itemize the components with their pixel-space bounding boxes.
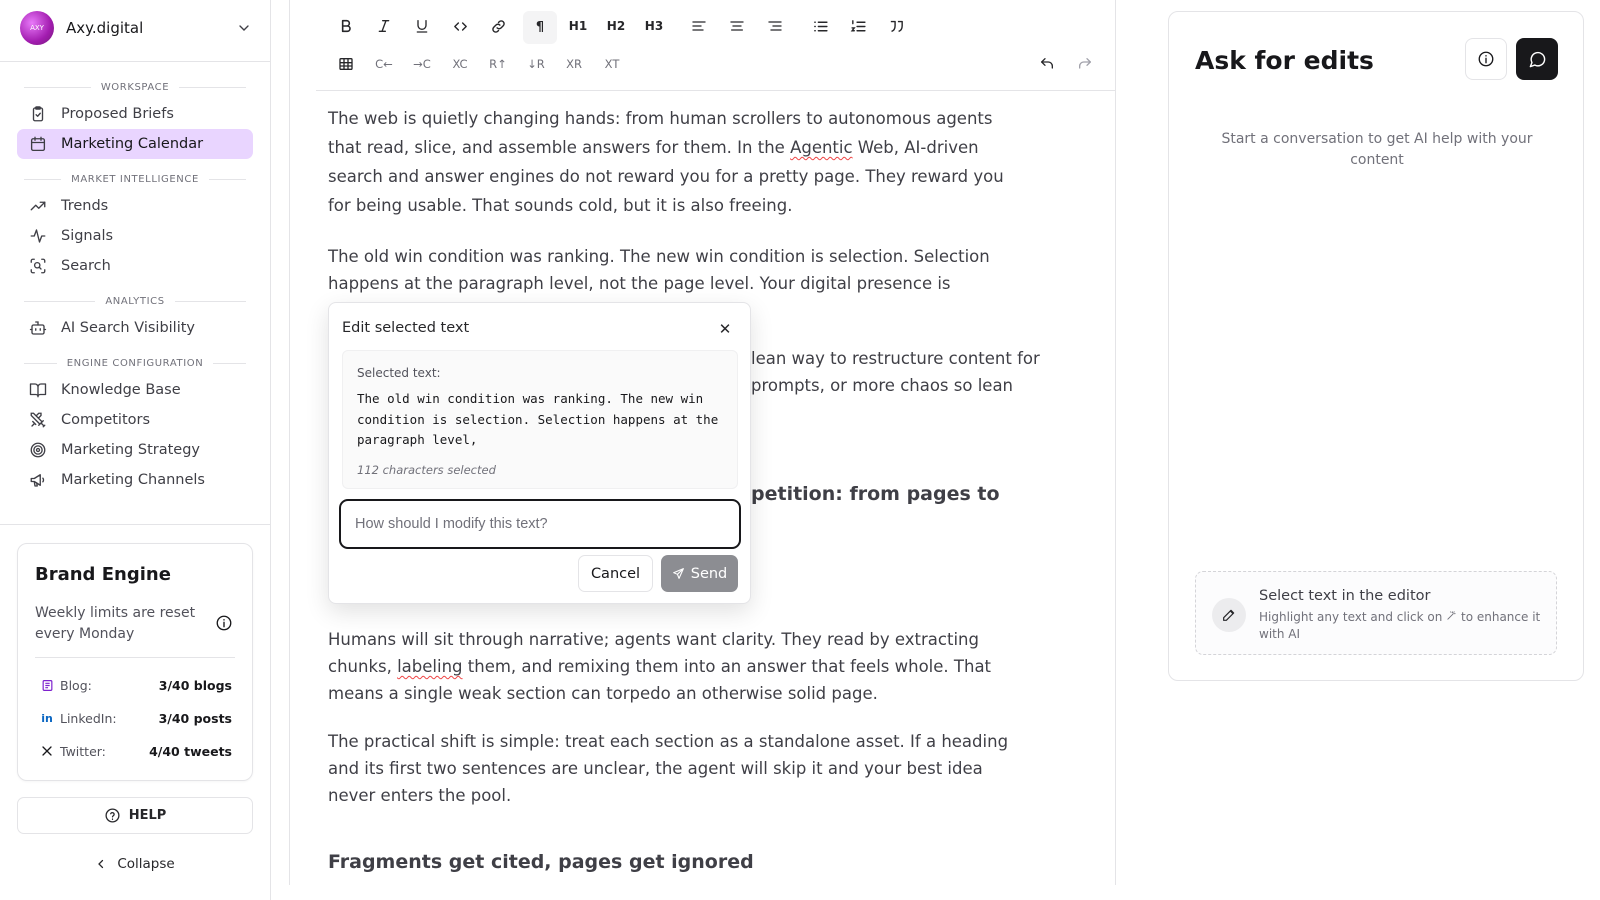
linkedin-icon: in — [41, 711, 53, 725]
link-button[interactable] — [483, 11, 513, 41]
brand-divider — [35, 657, 235, 658]
chevron-down-icon — [236, 20, 252, 36]
editor-paragraph[interactable]: The old win condition was ranking. The new win condition is selection. Selection happens at the paragraph level, not the page level. Your digital presence is — [328, 247, 990, 293]
add-column-after-button[interactable] — [407, 49, 437, 79]
align-center-button[interactable] — [722, 11, 752, 41]
add-row-after-button[interactable] — [521, 49, 551, 79]
panel-title: Ask for edits — [1195, 46, 1374, 75]
section-header-engine-configuration: ENGINE CONFIGURATION — [24, 356, 246, 370]
usage-value: 4/40 tweets — [149, 743, 232, 759]
link-icon — [490, 18, 507, 35]
sidebar-item-marketing-calendar[interactable] — [17, 129, 253, 159]
delete-table-button[interactable] — [597, 49, 627, 79]
sidebar-item-search[interactable] — [17, 251, 253, 281]
x-twitter-icon — [40, 744, 54, 758]
align-left-icon — [691, 18, 707, 34]
send-button[interactable] — [661, 555, 738, 592]
bold-icon — [338, 18, 354, 34]
add-column-before-icon: C← — [375, 57, 393, 71]
sidebar-item-label: Marketing Calendar — [61, 136, 204, 152]
chat-button[interactable] — [1516, 38, 1558, 80]
select-text-hint — [1195, 571, 1557, 655]
chevron-left-icon — [95, 858, 107, 870]
brand-engine-description: Weekly limits are reset every Monday — [35, 605, 196, 642]
sidebar-item-signals[interactable] — [17, 221, 253, 251]
editor-heading-partial[interactable]: petition: from pages to — [751, 483, 1000, 505]
usage-label: LinkedIn: — [60, 710, 117, 726]
modify-prompt-input[interactable] — [339, 499, 741, 549]
table-button[interactable] — [331, 49, 361, 79]
send-label: Send — [690, 565, 728, 582]
add-column-before-button[interactable] — [369, 49, 399, 79]
pilcrow-icon: ¶ — [535, 20, 545, 35]
trending-up-icon — [29, 197, 47, 215]
info-icon[interactable] — [215, 614, 233, 632]
add-row-before-icon: R↑ — [489, 57, 507, 71]
usage-row-blog — [40, 677, 232, 693]
add-row-before-button[interactable] — [483, 49, 513, 79]
bullet-list-icon — [812, 18, 829, 35]
code-icon — [452, 18, 469, 35]
collapse-button[interactable] — [17, 852, 253, 876]
selected-text-label: Selected text: — [357, 366, 441, 380]
sidebar-item-knowledge-base[interactable] — [17, 375, 253, 405]
sidebar-item-label: Marketing Strategy — [61, 442, 201, 458]
sidebar-item-label: Trends — [61, 198, 109, 214]
usage-row-linkedin — [40, 710, 232, 726]
usage-value: 3/40 blogs — [158, 677, 232, 693]
section-header-analytics: ANALYTICS — [24, 294, 246, 308]
activity-icon — [29, 227, 47, 245]
table-icon — [338, 56, 354, 72]
add-column-after-icon: →C — [413, 57, 431, 71]
close-icon[interactable]: ✕ — [718, 320, 732, 338]
bullet-list-button[interactable] — [805, 11, 835, 41]
sidebar-item-proposed-briefs[interactable] — [17, 99, 253, 129]
add-row-after-icon: ↓R — [527, 57, 545, 71]
undo-icon — [1039, 56, 1055, 72]
align-center-icon — [729, 18, 745, 34]
selected-text-box — [342, 350, 738, 489]
editor-paragraph-partial[interactable]: lean way to restructure content for prompts, or more chaos so lean — [751, 349, 1040, 395]
ordered-list-button[interactable] — [843, 11, 873, 41]
delete-column-icon: XC — [452, 57, 468, 71]
hint-description: Highlight any text and click on to enhance it with AI — [1259, 610, 1541, 641]
target-icon — [29, 441, 47, 459]
delete-row-icon: XR — [566, 57, 582, 71]
empty-state-text: Start a conversation to get AI help with your content — [1221, 131, 1533, 168]
sidebar-divider — [0, 524, 271, 525]
help-label: HELP — [128, 808, 167, 823]
help-circle-icon — [104, 807, 121, 824]
org-switcher[interactable] — [20, 10, 252, 46]
info-icon — [1477, 50, 1495, 68]
usage-row-twitter — [40, 743, 232, 759]
align-left-button[interactable] — [684, 11, 714, 41]
swords-icon — [29, 411, 47, 429]
sidebar-item-label: AI Search Visibility — [61, 320, 195, 336]
quote-button[interactable] — [881, 11, 911, 41]
sidebar-item-marketing-channels[interactable] — [17, 465, 253, 495]
ordered-list-icon — [850, 18, 867, 35]
sidebar-item-marketing-strategy[interactable] — [17, 435, 253, 465]
sidebar-item-ai-search-visibility[interactable] — [17, 313, 253, 343]
sidebar-item-label: Signals — [61, 228, 114, 244]
underline-button[interactable] — [407, 11, 437, 41]
pencil-icon — [1212, 598, 1246, 632]
org-name: Axy.digital — [66, 19, 144, 37]
usage-label: Twitter: — [60, 743, 106, 759]
selected-text-content: The old win condition was ranking. The new win condition is selection. Selection happens at the paragraph level, — [357, 391, 719, 447]
heading1-button[interactable] — [563, 11, 593, 41]
redo-icon — [1077, 56, 1093, 72]
brand-engine-title: Brand Engine — [35, 564, 171, 585]
italic-button[interactable] — [369, 11, 399, 41]
collapse-label: Collapse — [117, 856, 175, 872]
align-right-icon — [767, 18, 783, 34]
selected-char-count: 112 characters selected — [357, 463, 496, 477]
clipboard-icon — [29, 105, 47, 123]
editor-paragraph[interactable]: The web is quietly changing hands: from human scrollers to autonomous agents that read, slice, and assemble answers for them. In the Agentic Web, AI-driven search and answer engines do not reward you for a pretty page. They reward you for being usable. That sounds cold, but it is also freeing. — [328, 109, 1004, 215]
blog-icon — [40, 678, 54, 692]
sidebar-item-label: Competitors — [61, 412, 151, 428]
redo-button[interactable] — [1070, 49, 1100, 79]
heading3-button[interactable] — [639, 11, 669, 41]
sidebar-item-label: Search — [61, 258, 111, 274]
heading2-button[interactable] — [601, 11, 631, 41]
sidebar-divider — [0, 61, 271, 62]
editor-heading[interactable]: Fragments get cited, pages get ignored — [328, 851, 754, 873]
magic-wand-icon — [1446, 610, 1457, 621]
quote-icon — [888, 18, 905, 35]
editor-paragraph[interactable]: The practical shift is simple: treat each section as a standalone asset. If a heading and its first two sentences are unclear, the agent will skip it and your best idea never enters the pool. — [328, 732, 1009, 805]
heading1-icon: H1 — [568, 19, 588, 33]
sidebar-item-label: Knowledge Base — [61, 382, 181, 398]
info-button[interactable] — [1465, 38, 1507, 80]
paragraph-button[interactable] — [523, 11, 557, 44]
section-header-market-intelligence: MARKET INTELLIGENCE — [24, 172, 246, 186]
align-right-button[interactable] — [760, 11, 790, 41]
scan-search-icon — [29, 257, 47, 275]
sidebar — [0, 0, 271, 900]
delete-row-button[interactable] — [559, 49, 589, 79]
hint-title: Select text in the editor — [1259, 588, 1431, 604]
delete-table-icon: XT — [604, 57, 620, 71]
megaphone-icon — [29, 471, 47, 489]
underline-icon — [414, 18, 430, 34]
undo-button[interactable] — [1032, 49, 1062, 79]
popup-title: Edit selected text — [342, 320, 470, 336]
sidebar-item-competitors[interactable] — [17, 405, 253, 435]
send-icon — [672, 567, 685, 580]
bot-icon — [29, 319, 47, 337]
usage-value: 3/40 posts — [158, 710, 232, 726]
cancel-label: Cancel — [590, 565, 641, 582]
calendar-icon — [29, 135, 47, 153]
editor-toolbar — [316, 0, 1116, 91]
ask-for-edits-panel — [1168, 11, 1584, 681]
heading3-icon: H3 — [644, 19, 664, 33]
delete-column-button[interactable] — [445, 49, 475, 79]
usage-label: Blog: — [60, 677, 92, 693]
cancel-button[interactable] — [578, 555, 653, 592]
code-button[interactable] — [445, 11, 475, 41]
sidebar-item-label: Proposed Briefs — [61, 106, 174, 122]
help-button[interactable] — [17, 797, 253, 834]
editor-paragraph[interactable]: Humans will sit through narrative; agents want clarity. They read by extracting chunks, labeling them, and remixing them into an answer that feels whole. That means a single weak section can torpedo an otherwise solid page. — [328, 630, 992, 703]
bold-button[interactable] — [331, 11, 361, 41]
edit-selection-popup — [328, 302, 751, 604]
sidebar-item-label: Marketing Channels — [61, 472, 205, 488]
book-open-icon — [29, 381, 47, 399]
section-header-workspace: WORKSPACE — [24, 80, 246, 94]
org-logo: AXY — [20, 11, 54, 45]
sidebar-item-trends[interactable] — [17, 191, 253, 221]
message-circle-icon — [1528, 50, 1547, 69]
italic-icon — [376, 18, 392, 34]
brand-engine-card — [17, 543, 253, 781]
heading2-icon: H2 — [606, 19, 626, 33]
